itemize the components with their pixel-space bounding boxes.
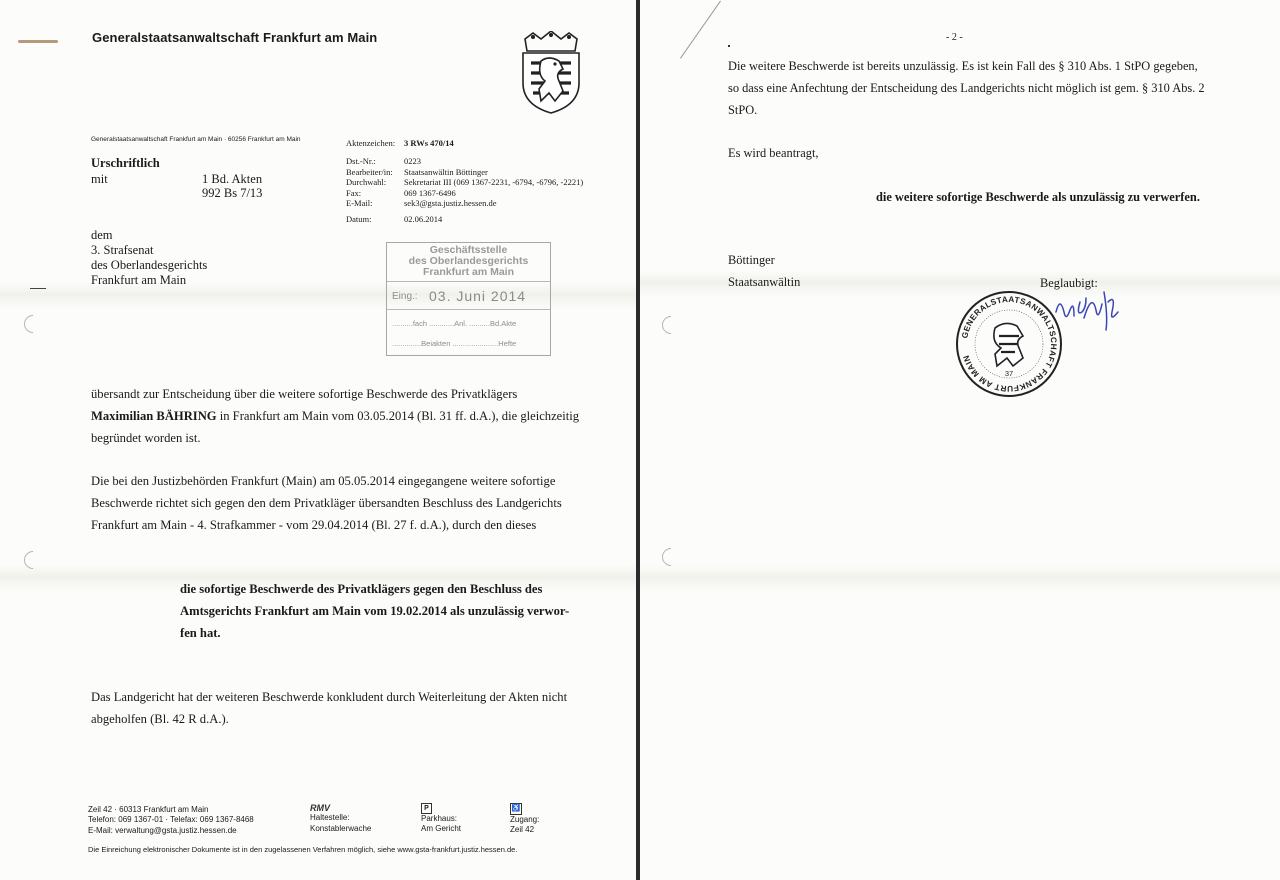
transit-logo-icon: RMV — [310, 803, 330, 813]
seal-number: 37 — [1004, 369, 1014, 378]
paragraph-line: fen hat. — [180, 626, 221, 640]
plaintiff-name: Maximilian BÄHRING — [91, 409, 217, 423]
punch-hole-mark — [20, 311, 45, 336]
paragraph-line: StPO. — [728, 103, 758, 117]
sender-return-line: Generalstaatsanwaltschaft Frankfurt am Main · 60256 Frankfurt am Main — [91, 136, 301, 143]
footer-address — [88, 805, 254, 836]
parking-icon: P — [421, 803, 432, 814]
paragraph-line: Frankfurt am Main - 4. Strafkammer - vom 29.04.2014 (Bl. 27 f. d.A.), durch den dieses — [91, 518, 537, 532]
bearbeiter-label: Bearbeiter/in: — [346, 166, 393, 177]
official-seal-icon — [955, 290, 1063, 398]
fold-shadow — [640, 565, 1280, 593]
paragraph-line: die sofortige Beschwerde des Privatklägers gegen den Beschluss des — [180, 582, 543, 596]
paragraph-line: Beschwerde richtet sich gegen den dem Privatkläger übersandten Beschluss des Landgerichts — [91, 496, 562, 510]
aktenzeichen-label: Aktenzeichen: — [346, 138, 396, 148]
recipient-line: dem — [91, 228, 113, 242]
letter-page-2 — [640, 0, 1280, 880]
meta-values — [404, 156, 583, 209]
paragraph-inadmissible — [728, 55, 1228, 121]
paragraph-line: begründet worden ist. — [91, 431, 201, 445]
handwritten-signature — [1050, 282, 1122, 334]
routing-mit: mit — [91, 172, 108, 186]
footer-parking — [421, 803, 461, 835]
paragraph-line: Die bei den Justizbehörden Frankfurt (Main) am 05.05.2014 eingegangene weitere sofortige — [91, 474, 556, 488]
footer-line: E-Mail: verwaltung@gsta.justiz.hessen.de — [88, 825, 237, 835]
aktenzeichen-value: 3 RWs 470/14 — [404, 138, 454, 148]
paragraph-line: so dass eine Anfechtung der Entscheidung des Landgerichts nicht möglich ist gem. § 310 Abs. 2 — [728, 81, 1205, 95]
fax-value: 069 1367-6496 — [404, 187, 456, 198]
paper-mark — [18, 40, 58, 43]
datum-label: Datum: — [346, 214, 372, 224]
fax-label: Fax: — [346, 187, 362, 198]
stamp-eing-label: Eing.: — [392, 291, 418, 302]
dst-value: 0223 — [404, 156, 421, 166]
quoted-ruling — [180, 578, 600, 644]
footer-notice: Die Einreichung elektronischer Dokumente ist in den zugelassenen Verfahren möglich, siehe www.gsta-frankfurt.justiz.hessen.de. — [88, 845, 518, 854]
letter-page-1 — [0, 0, 636, 880]
footer-line: Zeil 42 · 60313 Frankfurt am Main — [88, 805, 209, 814]
footer-line: Zugang: — [510, 815, 540, 824]
wheelchair-icon: ♿ — [510, 803, 522, 815]
footer-line: Am Gericht — [421, 824, 462, 834]
paragraph-line: Amtsgerichts Frankfurt am Main vom 19.02.2014 als unzulässig verwor- — [180, 604, 570, 618]
signatory-name: Böttinger — [728, 253, 775, 267]
receipt-stamp — [386, 242, 551, 356]
recipient-line: des Oberlandesgerichts — [91, 258, 208, 272]
routing-file-number: 992 Bs 7/13 — [202, 186, 263, 200]
page-number: - 2 - — [946, 32, 963, 43]
footer-line: Haltestelle: — [310, 813, 350, 823]
recipient-line: 3. Strafsenat — [91, 243, 154, 257]
recipient-line: Frankfurt am Main — [91, 273, 187, 287]
paragraph-text: in Frankfurt am Main vom 03.05.2014 (Bl. 31 ff. d.A.), die gleichzeitig — [216, 409, 580, 423]
footer-line: Parkhaus: — [421, 814, 458, 823]
footer-line: Konstablerwache — [310, 823, 372, 833]
paragraph-complaint — [91, 470, 601, 536]
stamp-row: ..............Beiakten ......................Hefte — [392, 339, 517, 348]
routing-type: Urschriftlich — [91, 156, 160, 170]
datum-value: 02.06.2014 — [404, 214, 443, 224]
durchwahl-label: Durchwahl: — [346, 177, 387, 188]
paragraph-court-decision — [91, 686, 601, 730]
recipient-address — [91, 228, 207, 288]
footer-transit — [310, 803, 371, 834]
stamp-row: ..........fach ............Anl. ..........Bd.Akte — [392, 319, 517, 328]
footer-line: Telefon: 069 1367-01 · Telefax: 069 1367-8468 — [88, 815, 254, 825]
signatory-title: Staatsanwältin — [728, 275, 801, 289]
paragraph-submission — [91, 383, 601, 449]
fold-mark — [30, 288, 46, 289]
dst-label: Dst.-Nr.: — [346, 156, 376, 166]
certified-label: Beglaubigt: — [1040, 276, 1098, 290]
punch-hole-mark — [658, 312, 683, 337]
dot-mark — [728, 45, 730, 47]
paragraph-line: Die weitere Beschwerde ist bereits unzulässig. Es ist kein Fall des § 310 Abs. 1 StPO gegeben, — [728, 59, 1198, 73]
meta-labels — [346, 156, 402, 209]
stamp-eing-date: 03. Juni 2014 — [429, 288, 527, 304]
email-value: sek3@gsta.justiz.hessen.de — [404, 198, 497, 209]
stamp-line: Geschäftsstelle — [429, 244, 508, 256]
stamp-line: Frankfurt am Main — [422, 266, 514, 278]
motion-request: die weitere sofortige Beschwerde als unzulässig zu verwerfen. — [876, 190, 1200, 204]
paper-crease — [680, 1, 721, 59]
stamp-header — [387, 245, 550, 278]
durchwahl-value: Sekretariat III (069 1367-2231, -6794, -6796, -2221) — [404, 177, 584, 188]
footer-line: Zeil 42 — [510, 825, 535, 835]
paragraph-line: abgeholfen (Bl. 42 R d.A.). — [91, 712, 229, 726]
paragraph-line — [91, 405, 601, 427]
email-label: E-Mail: — [346, 198, 373, 209]
seal-ring-text: GENERALSTAATSANWALTSCHAFT FRANKFURT AM MAIN — [960, 294, 1059, 394]
stamp-line: des Oberlandesgerichts — [408, 255, 529, 267]
coat-of-arms-icon — [519, 31, 583, 115]
paragraph-motion: Es wird beantragt, — [728, 146, 819, 160]
routing-files: 1 Bd. Akten — [202, 172, 263, 186]
paragraph-line: Das Landgericht hat der weiteren Beschwerde konkludent durch Weiterleitung der Akten nicht — [91, 690, 568, 704]
paragraph-line: übersandt zur Entscheidung über die weitere sofortige Beschwerde des Privatklägers — [91, 387, 518, 401]
bearbeiter-value: Staatsanwältin Böttinger — [404, 166, 488, 177]
footer-access — [510, 803, 539, 836]
letterhead-authority: Generalstaatsanwaltschaft Frankfurt am Main — [92, 30, 378, 45]
